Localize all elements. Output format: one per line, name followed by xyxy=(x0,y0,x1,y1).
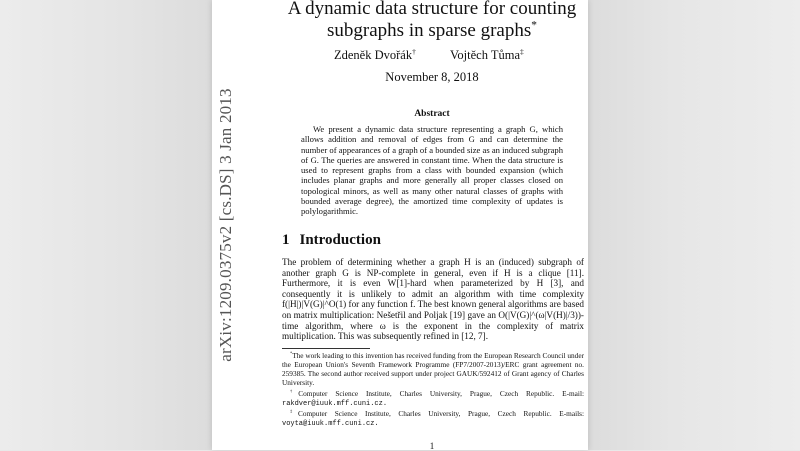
author-1 xyxy=(334,48,416,63)
author-2-mark: ‡ xyxy=(520,46,524,56)
footnotes xyxy=(282,352,584,431)
footnote-2 xyxy=(282,390,584,409)
footnote-1-text: The work leading to this invention has received funding from the European Research Council under the European Union's Seventh Framework Programme (FP7/2007-2013)/ERC grant agreement no. 259385. The second author received support under project GAUK/592412 of Grant agency of Charles University. xyxy=(282,351,584,387)
arxiv-identifier: arXiv:1209.0375v2 [cs.DS] 3 Jan 2013 xyxy=(216,88,235,362)
footnote-2-email[interactable]: rakdver@iuuk.mff.cuni.cz. xyxy=(282,399,388,408)
author-1-name: Zdeněk Dvořák xyxy=(334,48,413,62)
section-heading xyxy=(282,232,381,249)
footnote-1 xyxy=(282,352,584,388)
footnote-1-mark: * xyxy=(290,350,293,356)
abstract-heading: Abstract xyxy=(414,109,450,119)
paper-date: November 8, 2018 xyxy=(385,70,479,84)
introduction-text: The problem of determining whether a graph H is an (induced) subgraph of another graph G is NP-complete in general, even if H is a clique [11]. Furthermore, it is even W[1]-hard when parameterized by H [3], and consequently it is unlikely to admit an algorithm with time complexity f(|H|)|V(G)|^O(1) for any function f. The best known general algorithms are based on matrix multiplication: Nešetřil and Poljak [19] gave an O(|V(G)|^(ω|V(H)|/3))-time algorithm, where ω is the exponent in the complexity of matrix multiplication. This was subsequently refined in [12, 7]. xyxy=(282,257,584,342)
abstract-text: We present a dynamic data structure representing a graph G, which allows addition and removal of edges from G and can determine the number of appearances of a graph of a bounded size as an induced subgraph of G. The queries are answered in constant time. When the data structure is used to represent graphs from a class with bounded expansion (which includes planar graphs and more generally all proper classes closed on topological minors, as well as many other natural classes of graphs with bounded average degree), the amortized time complexity of updates is polylogarithmic. xyxy=(301,124,563,217)
footnote-3-email[interactable]: voyta@iuuk.mff.cuni.cz. xyxy=(282,420,379,429)
paper-title-line-2 xyxy=(224,20,640,42)
section-number: 1 xyxy=(282,232,290,248)
author-2 xyxy=(450,48,524,63)
author-2-name: Vojtěch Tůma xyxy=(450,48,521,62)
left-margin-background xyxy=(0,0,212,450)
abstract-body xyxy=(301,124,563,217)
footnote-rule xyxy=(282,348,370,349)
section-title: Introduction xyxy=(299,232,381,248)
footnote-2-mark: † xyxy=(290,388,299,394)
paper-title-line-1: A dynamic data structure for counting xyxy=(287,0,577,19)
author-1-mark: † xyxy=(412,46,416,56)
page-number: 1 xyxy=(429,441,435,451)
footnote-3 xyxy=(282,410,584,429)
right-margin-background xyxy=(588,0,800,450)
paper-title-text: subgraphs in sparse graphs xyxy=(327,20,532,41)
footnote-3-mark: ‡ xyxy=(290,409,298,415)
introduction-paragraph xyxy=(282,257,584,342)
title-footnote-mark: * xyxy=(531,19,537,32)
footnote-3-text: Computer Science Institute, Charles University, Prague, Czech Republic. E-mails: xyxy=(297,409,584,419)
footnote-2-text: Computer Science Institute, Charles University, Prague, Czech Republic. E-mail: xyxy=(298,388,584,398)
